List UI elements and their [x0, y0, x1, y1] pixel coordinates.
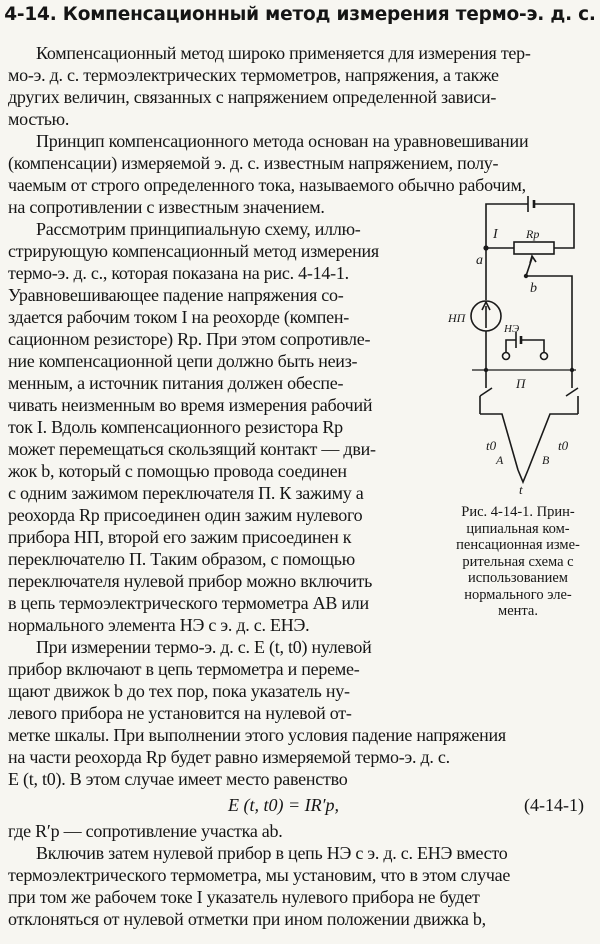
section-heading: 4-14. Компенсационный метод измерения термо-э. д. с. — [4, 4, 596, 25]
text-line: левого прибора не установится на нулевой от- — [8, 703, 352, 723]
equation-4-14-1-number: (4-14-1) — [524, 795, 584, 815]
figure-caption — [440, 504, 596, 620]
text-line: менным, а источник питания должен обеспе- — [8, 373, 344, 393]
text-line: термоэлектрического термометра, мы установим, что в этом случае — [8, 865, 511, 885]
caption-line: ципиальная ком- — [466, 520, 570, 537]
t0-right-label: t0 — [558, 438, 569, 453]
caption-line: использованием — [468, 570, 568, 586]
text-line: Принцип компенсационного метода основан на уравновешивании — [36, 131, 529, 151]
text-line: отклоняться от нулевой отметки при ином положении движка b, — [8, 909, 486, 929]
equation-4-14-1: E (t, t0) = IR′р, — [228, 795, 340, 815]
text-line: переключателя нулевой прибор можно включить — [8, 571, 373, 591]
text-line: (компенсации) измеряемой э. д. с. известным напряжением, полу- — [8, 153, 499, 173]
text-line: с одним зажимом переключателя П. К зажиму a — [8, 483, 364, 503]
text-line: Уравновешивающее падение напряжения со- — [8, 285, 344, 305]
text-line: при том же рабочем токе I указатель нулевого прибора не будет — [8, 887, 480, 907]
null-device-label: НП — [448, 311, 466, 325]
circuit-diagram — [446, 192, 596, 494]
current-label: I — [493, 227, 498, 242]
wire-b-label: B — [542, 453, 550, 467]
text-line: щают движок b до тех пор, пока указатель ну- — [8, 681, 350, 701]
text-line: где R′р — сопротивление участка ab. — [8, 821, 283, 841]
text-line: в цепь термоэлектрического термометра AB или — [8, 593, 369, 613]
text-line: на части реохорда Rр будет равно измеряемой термо-э. д. с. — [8, 747, 450, 767]
normal-element-label: НЭ — [504, 323, 520, 335]
node-b-label: b — [530, 281, 537, 296]
caption-line: нормального эле- — [464, 586, 572, 603]
text-line: может перемещаться скользящий контакт — дви- — [8, 439, 376, 459]
text-line: реохорда Rр присоединен один зажим нулевого — [8, 505, 363, 525]
text-line: стрирующую компенсационный метод измерения — [8, 241, 379, 261]
caption-line: Рис. 4-14-1. Прин- — [461, 504, 575, 520]
text-line: чаемым от строго определенного тока, называемого обычно рабочим, — [8, 175, 526, 195]
caption-line: рительная схема с — [462, 553, 574, 570]
reochord-label: Rр — [526, 227, 540, 241]
caption-line: мента. — [498, 603, 538, 619]
text-line: ток I. Вдоль компенсационного резистора Rр — [8, 417, 343, 437]
text-line: мостью. — [8, 109, 70, 129]
text-line: Компенсационный метод широко применяется для измерения тер- — [36, 43, 531, 63]
text-line: мо-э. д. с. термоэлектрических термометров, напряжения, а также — [8, 65, 499, 85]
text-line: на сопротивлении с известным значением. — [8, 197, 325, 217]
text-line: Рассмотрим принципиальную схему, иллю- — [36, 219, 361, 239]
text-line: При измерении термо-э. д. с. E (t, t0) нулевой — [36, 637, 372, 657]
hot-junction-label: t — [519, 482, 523, 494]
t0-left-label: t0 — [486, 438, 497, 453]
text-line: нормального элемента НЭ с э. д. с. EНЭ. — [8, 615, 310, 635]
text-line: здается рабочим током I на реохорде (компен- — [8, 307, 350, 327]
text-line: чивать неизменным во время измерения рабочий — [8, 395, 373, 415]
text-line: прибор включают в цепь термометра и переме- — [8, 659, 360, 679]
wire-a-label: A — [496, 453, 504, 467]
text-line: переключателю П. Таким образом, с помощью — [8, 549, 355, 569]
text-line: метке шкалы. При выполнении этого условия падение напряжения — [8, 725, 506, 745]
text-line: прибора НП, второй его зажим присоединен к — [8, 527, 352, 547]
caption-line: пенсационная изме- — [456, 537, 580, 553]
text-line: E (t, t0). В этом случае имеет место равенство — [8, 769, 348, 789]
text-line: других величин, связанных с напряжением определенной зависи- — [8, 87, 497, 107]
text-line: ние компенсационной цепи должно быть неиз- — [8, 351, 358, 371]
text-line: Включив затем нулевой прибор в цепь НЭ с э. д. с. EНЭ вместо — [36, 843, 508, 863]
node-a-label: a — [476, 253, 483, 268]
switch-label: П — [516, 376, 526, 391]
text-line: термо-э. д. с., которая показана на рис. 4-14-1. — [8, 263, 349, 283]
text-line: жок b, который с помощью провода соединен — [8, 461, 347, 481]
text-line: сационном резисторе) Rр. При этом сопротивле- — [8, 329, 371, 349]
